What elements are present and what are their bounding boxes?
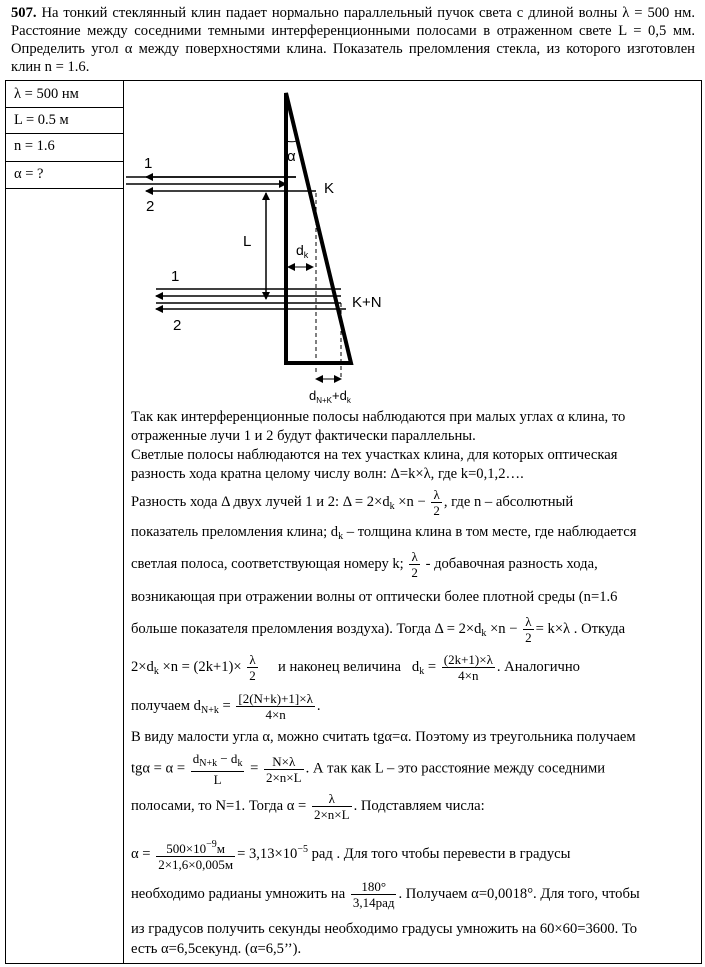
problem-number: 507. — [11, 5, 37, 21]
formula-line-numeric: α = $\frac{500\times 10^{-9}м}{2\times 1,6\times 0,005м}$ = $3,13\times 10^{-5}$ рад . Для того чтобы перевести в градусы — [131, 839, 571, 872]
formula-line-dk: $2\times d_k \times n = (2k+1)\times$ $\frac{\lambda}{2}$ и наконец величина $d_k$ = $\frac{(2k+1)\times\lambda}{4\times n}$ . Аналогично — [131, 652, 580, 683]
kn-label: K+N — [352, 294, 382, 311]
text-line: отраженные лучи 1 и 2 будут фактически параллельны. — [131, 428, 476, 444]
formula-line-then: больше показателя преломления воздуха). Тогда $\Delta = 2\times d_k \times n$ − $\frac{\lambda}{2}$ = k×λ . Откуда — [131, 614, 626, 645]
formula-line-delta: Разность хода Δ двух лучей 1 и 2: $\Delta = 2\times d_k \times n$ − $\frac{\lambda}{2}$ , где n – абсолютный — [131, 487, 574, 518]
formula-line-dnk: получаем $d_{N+k}$ = $\frac{[2(N+k)+1]\times\lambda}{4\times n}$ . — [131, 691, 321, 722]
given-n: n = 1.6 — [14, 138, 55, 154]
wedge-diagram — [126, 83, 426, 413]
text-line: разность хода кратна целому числу волн: Δ=k×λ, где k=0,1,2…. — [131, 466, 524, 482]
column-divider — [123, 81, 124, 963]
text-line: светлая полоса, соответствующая номеру k; $\frac{\lambda}{2}$ - добавочная разность хода, — [131, 549, 598, 580]
bottom-label: $d_{N+K}+d_k$ — [309, 388, 351, 405]
formula-line-degrees: необходимо радианы умножить на $\frac{180^\circ}{\text{3,14рад}}$ . Получаем α=0,0018°. Для того, чтобы — [131, 879, 640, 910]
given-lambda: λ = 500 нм — [14, 86, 79, 102]
divider — [6, 188, 123, 189]
dk-label: $d_k$ — [296, 242, 309, 260]
text-line: из градусов получить секунды необходимо градусы умножить на 60×60=3600. То — [131, 921, 638, 937]
formula-line-tg: tgα = α = $\frac{d_{N+k} - d_k}{L}$ = $\frac{N\times\lambda}{2\times n\times L}$ . А так как L – это расстояние между соседними — [131, 751, 606, 787]
alpha-label: α — [287, 148, 296, 165]
find-alpha: α = ? — [14, 166, 44, 182]
text-line: Так как интерференционные полосы наблюдаются при малых углах α клина, то — [131, 409, 626, 425]
text-line: Светлые полосы наблюдаются на тех участках клина, для которых оптическая — [131, 447, 618, 463]
ray-1-label: 1 — [144, 155, 153, 172]
text-line: возникающая при отражении волны от оптически более плотной среды (n=1.6 — [131, 589, 618, 605]
problem-statement — [11, 4, 695, 76]
ray-1b-label: 1 — [171, 268, 180, 285]
glass-wedge — [286, 93, 351, 363]
k-label: K — [324, 180, 335, 197]
text-line: есть α=6,5секунд. (α=6,5’’). — [131, 941, 302, 957]
text-line: показатель преломления клина; $d_k$ – толщина клина в том месте, где наблюдается — [131, 524, 637, 542]
ray-2b-label: 2 — [173, 317, 182, 334]
ray-2-label: 2 — [146, 198, 155, 215]
problem-text: На тонкий стеклянный клин падает нормально параллельный пучок света с длиной волны λ = 500 нм. Расстояние между соседними темными интерференционными полосами в отраженном свете L = 0,5 мм. Определить угол α между поверхностями клина. Показатель преломления стекла, из которого изготовлен клин n = 1.6. — [11, 5, 695, 75]
given-L: L = 0.5 м — [14, 112, 69, 128]
text-line: В виду малости угла α, можно считать tgα=α. Поэтому из треугольника получаем — [131, 729, 636, 745]
solution-table — [5, 80, 702, 964]
L-label: L — [243, 233, 252, 250]
formula-line-alpha: полосами, то N=1. Тогда α = $\frac{\lambda}{2\times n\times L}$ . Подставляем числа: — [131, 791, 485, 822]
